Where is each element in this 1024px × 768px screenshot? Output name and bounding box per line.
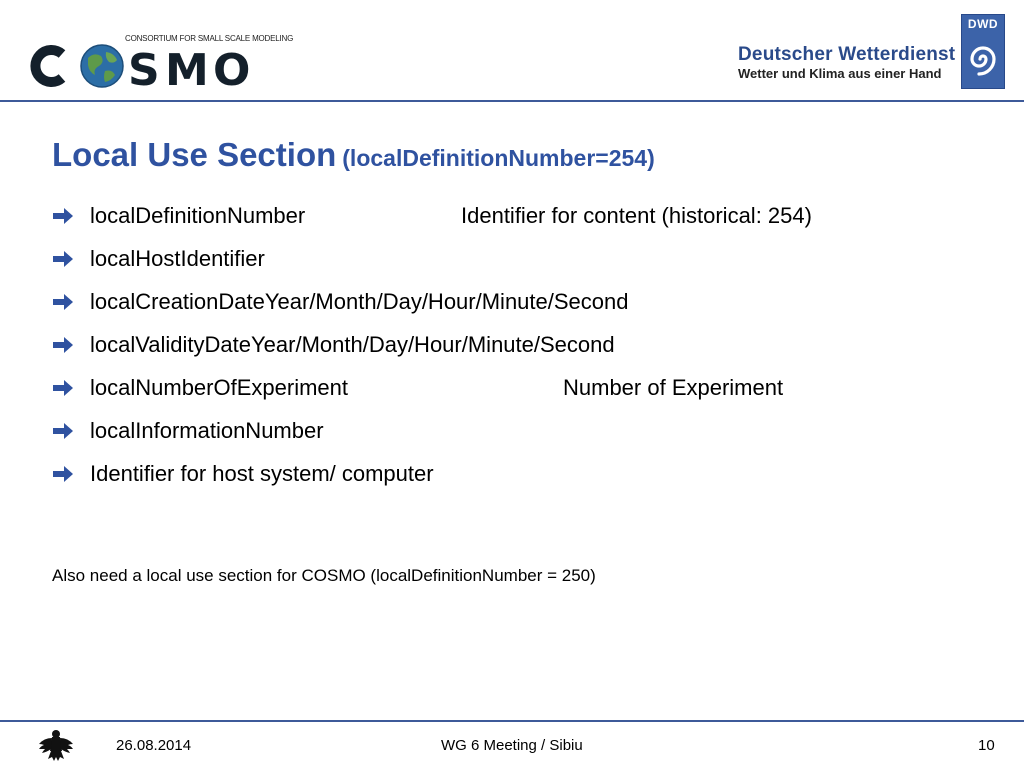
slide-note: Also need a local use section for COSMO (localDefinitionNumber = 250) (52, 566, 596, 585)
right-arrow-icon (52, 207, 74, 225)
slide-header (0, 0, 1024, 103)
slide-title (52, 136, 655, 174)
svg-text:S: S (128, 45, 160, 88)
bullet-term: localCreationDateYear/Month/Day/Hour/Minute/Second (90, 289, 629, 314)
federal-eagle-icon (37, 726, 75, 764)
right-arrow-icon (52, 293, 74, 311)
right-arrow-icon (52, 422, 74, 440)
bullet-term: localHostIdentifier (90, 246, 265, 271)
bullet-term: localValidityDateYear/Month/Day/Hour/Minute/Second (90, 332, 615, 357)
bullet-term: localInformationNumber (90, 418, 324, 443)
dwd-tagline: Wetter und Klima aus einer Hand (738, 66, 942, 81)
footer-date: 26.08.2014 (116, 737, 192, 754)
bullet-description: Identifier for content (historical: 254) (461, 203, 812, 228)
bullet-term: localDefinitionNumber (90, 203, 306, 228)
right-arrow-icon (52, 379, 74, 397)
bullet-term: localNumberOfExperiment (90, 375, 348, 400)
svg-text:O: O (213, 45, 251, 88)
footer-page-number: 10 (978, 737, 995, 754)
right-arrow-icon (52, 465, 74, 483)
header-divider (0, 100, 1024, 102)
dwd-badge-label: DWD (967, 17, 999, 31)
bullet-description: Number of Experiment (563, 375, 784, 400)
right-arrow-icon (52, 336, 74, 354)
right-arrow-icon (52, 250, 74, 268)
dwd-name: Deutscher Wetterdienst (738, 44, 956, 65)
cosmo-wordmark (26, 44, 258, 88)
bullet-term: Identifier for host system/ computer (90, 461, 434, 486)
cosmo-logo-subtitle: CONSORTIUM FOR SMALL SCALE MODELING (125, 34, 294, 43)
slide-title-suffix: (localDefinitionNumber=254) (342, 145, 655, 171)
footer-divider (0, 720, 1024, 722)
slide-title-main: Local Use Section (52, 136, 337, 173)
svg-text:M: M (165, 45, 209, 88)
footer-event: WG 6 Meeting / Sibiu (441, 737, 583, 754)
cosmo-logo (26, 30, 294, 88)
dwd-logo (961, 14, 1005, 89)
dwd-swirl-icon (964, 35, 1002, 83)
